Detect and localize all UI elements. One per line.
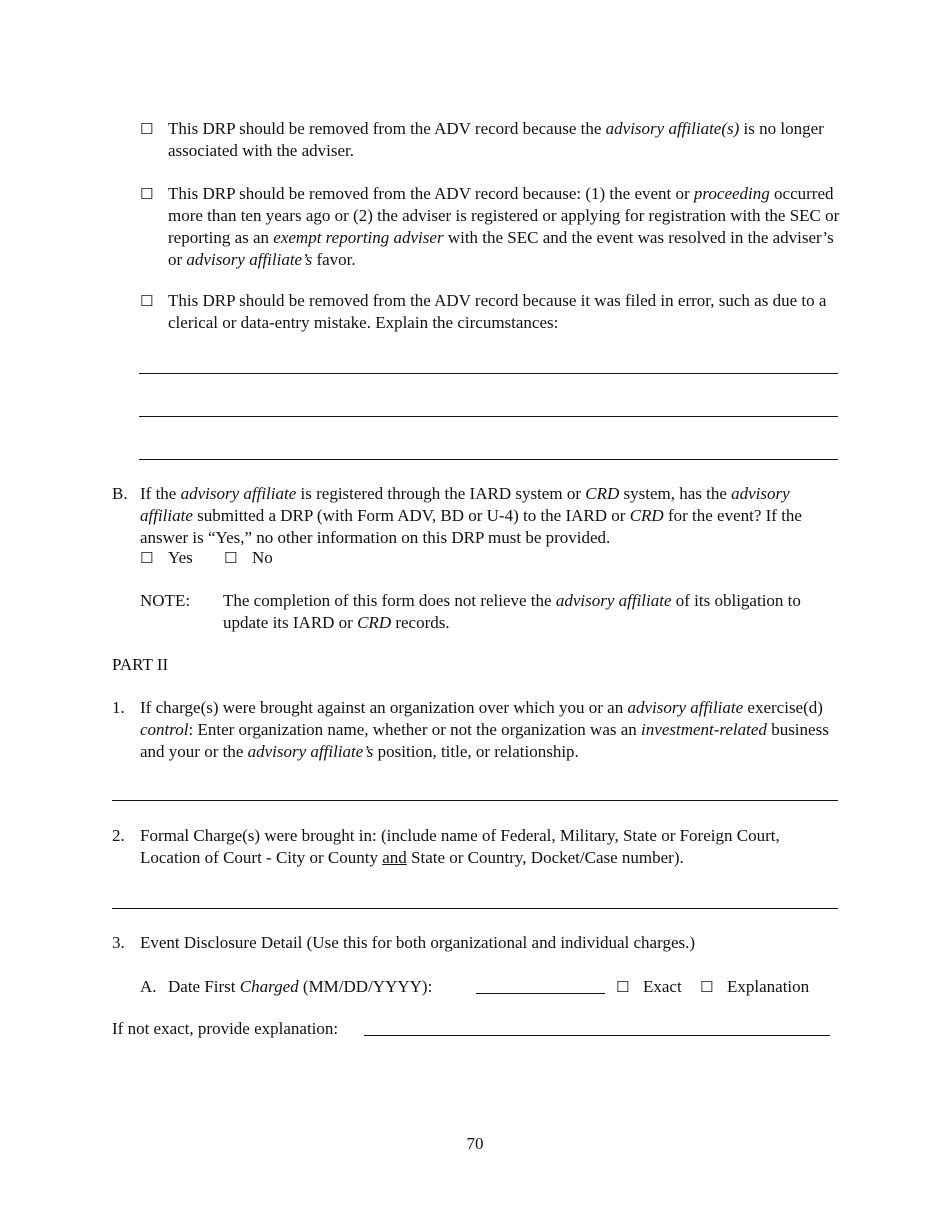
page-number: 70 [466, 1134, 484, 1153]
text-segment: is no longer associated with the adviser. [168, 119, 824, 160]
question-3-text: Event Disclosure Detail (Use this for both organizational and individual charges.) [140, 933, 696, 952]
not-exact-explanation-input[interactable] [364, 1035, 830, 1036]
text-segment: proceeding [693, 184, 770, 203]
explanation-line-1[interactable] [139, 373, 838, 374]
text-segment: control [140, 720, 189, 739]
text-segment: : Enter organization name, whether or not the organization was an [188, 720, 642, 739]
note-label: NOTE: [140, 591, 191, 610]
text-segment: system, has the [619, 484, 732, 503]
text-segment: occurred more than ten years ago or (2) the adviser is registered or applying for registration with the SEC or reporting as an [168, 184, 840, 247]
remove-ten-years-checkbox[interactable]: ☐ [140, 185, 154, 203]
yes-checkbox[interactable]: ☐ [140, 549, 154, 567]
text-segment: is registered through the IARD system or [296, 484, 586, 503]
text-segment: advisory affiliate [140, 484, 790, 525]
remove-ten-years-text [168, 183, 840, 271]
text-segment: of its obligation to update its IARD or [223, 591, 801, 632]
no-label: No [252, 548, 273, 567]
date-label-pre: Date First [168, 977, 240, 996]
date-label-charged: Charged [239, 977, 299, 996]
text-segment: Formal Charge(s) were brought in: (include name of Federal, Military, State or Foreign Court, Location of Court - City or County [140, 826, 780, 867]
text-segment: If charge(s) were brought against an organization over which you or an [140, 698, 628, 717]
text-segment: exercise(d) [743, 698, 823, 717]
exact-label: Exact [643, 977, 682, 996]
text-segment: advisory affiliate’s [186, 250, 313, 269]
note-text [223, 590, 843, 634]
text-segment: advisory affiliate [555, 591, 672, 610]
question-1-number: 1. [112, 698, 125, 717]
remove-filed-in-error-checkbox[interactable]: ☐ [140, 292, 154, 310]
explanation-line-2[interactable] [139, 416, 838, 417]
text-segment: favor. [312, 250, 356, 269]
section-b-question [140, 483, 840, 549]
question-3-number: 3. [112, 933, 125, 952]
date-label-post: (MM/DD/YYYY): [298, 977, 433, 996]
exact-checkbox[interactable]: ☐ [616, 978, 630, 996]
text-segment: records. [391, 613, 450, 632]
text-segment: advisory affiliate(s) [605, 119, 740, 138]
question-2-number: 2. [112, 826, 125, 845]
text-segment: CRD [585, 484, 620, 503]
text-segment: This DRP should be removed from the ADV record because: (1) the event or [168, 184, 694, 203]
question-2-text [140, 825, 840, 869]
text-segment: If the [140, 484, 181, 503]
text-segment: State or Country, Docket/Case number). [406, 848, 684, 867]
text-segment: for the event? If the answer is “Yes,” no other information on this DRP must be provided. [140, 506, 802, 547]
text-segment: CRD [357, 613, 392, 632]
text-segment: advisory affiliate [180, 484, 297, 503]
text-segment: advisory affiliate’s [247, 742, 374, 761]
text-segment: This DRP should be removed from the ADV record because the [168, 119, 606, 138]
text-segment: submitted a DRP (with Form ADV, BD or U-4) to the IARD or [192, 506, 630, 525]
not-exact-label: If not exact, provide explanation: [112, 1019, 339, 1038]
text-segment: with the SEC and the event was resolved in the adviser’s or [168, 228, 834, 269]
text-segment: business and your or the [140, 720, 829, 761]
text-segment: advisory affiliate [627, 698, 744, 717]
explanation-checkbox[interactable]: ☐ [700, 978, 714, 996]
text-segment: and [382, 848, 407, 867]
date-first-charged-label [168, 976, 432, 998]
part-ii-heading: PART II [112, 655, 169, 674]
remove-not-associated-checkbox[interactable]: ☐ [140, 120, 154, 138]
question-1-answer-line[interactable] [112, 800, 838, 801]
yes-label: Yes [168, 548, 193, 567]
no-checkbox[interactable]: ☐ [224, 549, 238, 567]
remove-filed-in-error-text [168, 290, 840, 334]
section-b-label: B. [112, 484, 128, 503]
question-1-text [140, 697, 840, 763]
question-2-answer-line[interactable] [112, 908, 838, 909]
remove-not-associated-text [168, 118, 840, 162]
text-segment: The completion of this form does not relieve the [223, 591, 556, 610]
text-segment: position, title, or relationship. [373, 742, 579, 761]
date-first-charged-input[interactable] [476, 993, 605, 994]
explanation-label: Explanation [727, 977, 810, 996]
question-3a-label: A. [140, 977, 157, 996]
text-segment: investment-related [641, 720, 767, 739]
text-segment: This DRP should be removed from the ADV record because it was filed in error, such as due to a clerical or data-entry mistake. Explain the circumstances: [168, 291, 827, 332]
text-segment: exempt reporting adviser [273, 228, 444, 247]
text-segment: CRD [629, 506, 664, 525]
explanation-line-3[interactable] [139, 459, 838, 460]
